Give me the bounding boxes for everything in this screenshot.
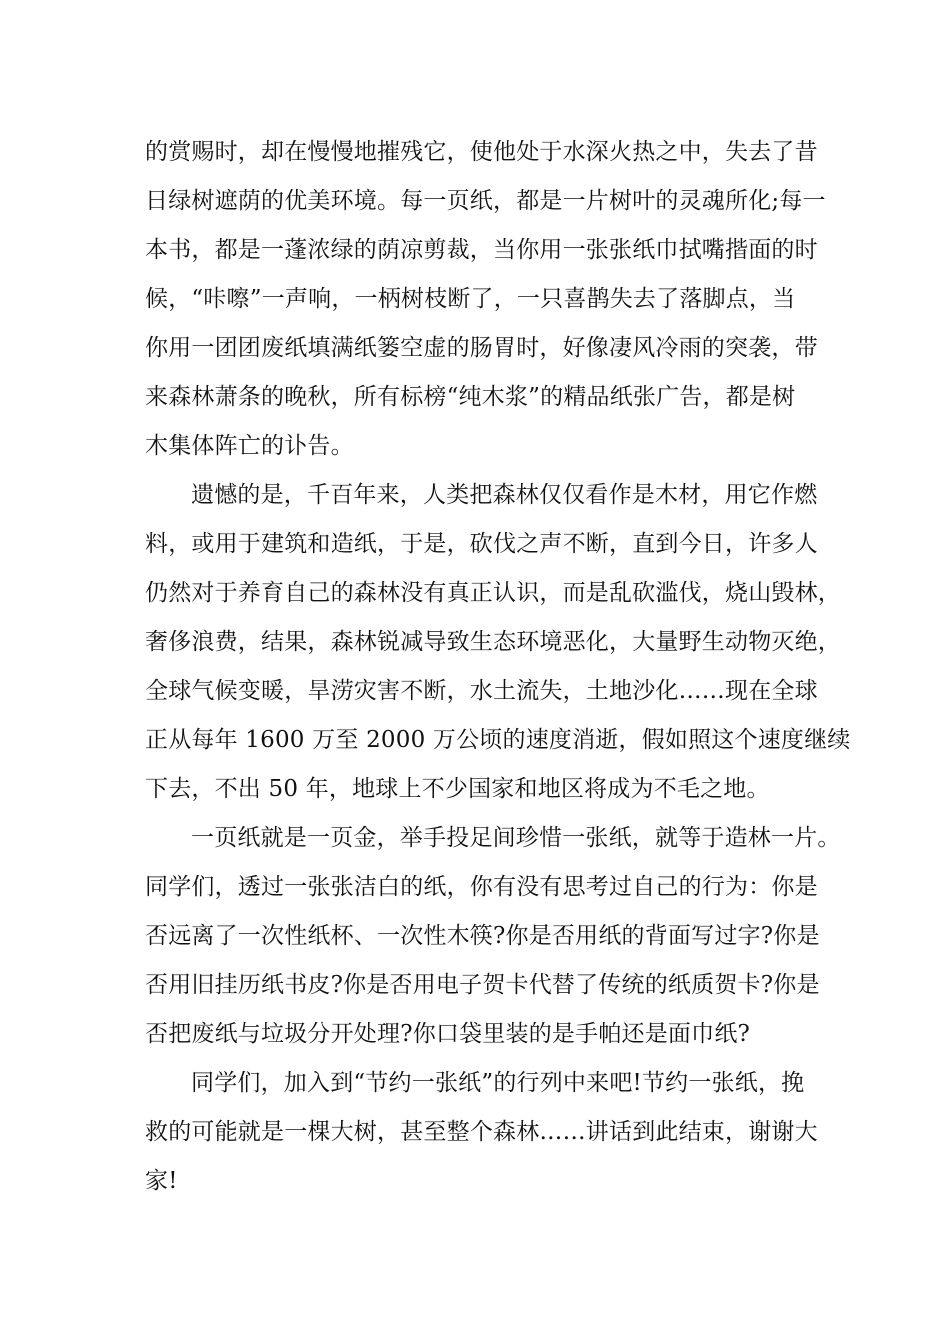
text-line: 家! [145,1168,178,1194]
text-line: 否用旧挂历纸书皮?你是否用电子贺卡代替了传统的纸质贺卡?你是 [145,972,820,998]
text-line: 救的可能就是一棵大树，甚至整个森林……讲话到此结束，谢谢大 [145,1119,818,1145]
text-line: 的赏赐时，却在慢慢地摧残它，使他处于水深火热之中，失去了昔 [145,139,818,165]
text-line: 遗憾的是，千百年来，人类把森林仅仅看作是木材，用它作燃 [191,482,818,508]
text-line: 正从每年 1600 万至 2000 万公顷的速度消逝，假如照这个速度继续 [145,727,851,753]
text-line: 木集体阵亡的讣告。 [145,433,354,459]
text-line: 全球气候变暖，旱涝灾害不断，水土流失，土地沙化……现在全球 [145,678,818,704]
text-line: 同学们，透过一张张洁白的纸，你有没有思考过自己的行为：你是 [145,874,818,900]
document-body [145,128,851,1206]
text-line: 本书，都是一蓬浓绿的荫凉剪裁，当你用一张张纸巾拭嘴揩面的时 [145,237,818,263]
paragraph-2 [145,471,851,814]
text-line: 同学们，加入到“节约一张纸”的行列中来吧!节约一张纸，挽 [191,1070,805,1096]
paragraph-1 [145,128,826,471]
text-line: 日绿树遮荫的优美环境。每一页纸，都是一片树叶的灵魂所化;每一 [145,188,826,214]
text-line: 料，或用于建筑和造纸，于是，砍伐之声不断，直到今日，许多人 [145,531,818,557]
text-line: 候，“咔嚓”一声响，一柄树枝断了，一只喜鹊失去了落脚点，当 [145,286,796,312]
text-line: 奢侈浪费，结果，森林锐减导致生态环境恶化，大量野生动物灭绝， [145,629,841,655]
text-line: 来森林萧条的晚秋，所有标榜“纯木浆”的精品纸张广告，都是树 [145,384,796,410]
paragraph-4 [145,1059,818,1206]
text-line: 下去，不出 50 年，地球上不少国家和地区将成为不毛之地。 [145,776,770,802]
text-line: 你用一团团废纸填满纸篓空虚的肠胃时，好像凄风冷雨的突袭，带 [145,335,818,361]
text-line: 一页纸就是一页金，举手投足间珍惜一张纸，就等于造林一片。 [191,825,841,851]
text-line: 仍然对于养育自己的森林没有真正认识，而是乱砍滥伐，烧山毁林， [145,580,841,606]
text-line: 否远离了一次性纸杯、一次性木筷?你是否用纸的背面写过字?你是 [145,923,820,949]
paragraph-3 [145,814,841,1059]
text-line: 否把废纸与垃圾分开处理?你口袋里装的是手帕还是面巾纸? [145,1021,751,1047]
